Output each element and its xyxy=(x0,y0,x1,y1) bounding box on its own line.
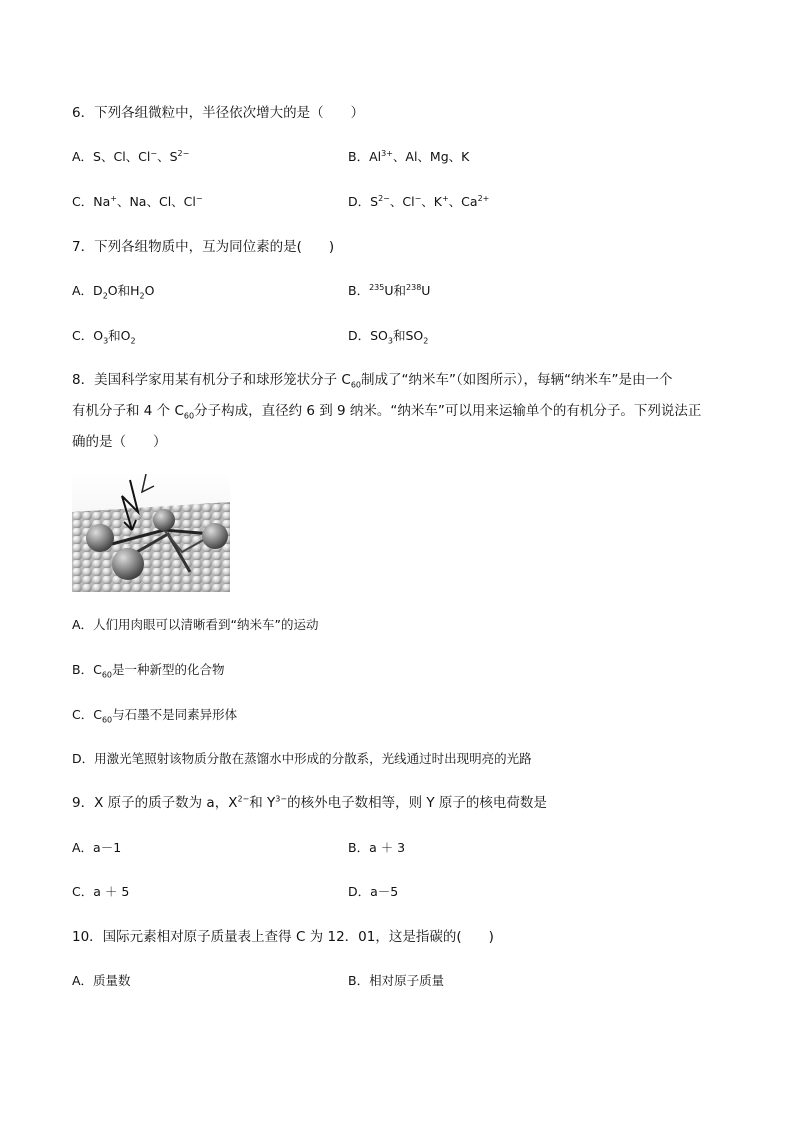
nanocar-image xyxy=(72,472,230,592)
q7-option-a xyxy=(72,282,154,300)
q6-d-mid-1: 、Cl xyxy=(389,194,415,209)
q7-a-sub-2: 2 xyxy=(139,291,145,301)
q7-b-text: B． xyxy=(348,283,370,298)
q9-end: 的核外电子数相等，则 Y 原子的核电荷数是 xyxy=(287,795,547,811)
q6-d-charge-1: 2− xyxy=(378,193,390,203)
q6-d-charge-3: + xyxy=(441,193,449,203)
q10-stem: 10．国际元素相对原子质量表上查得 C 为 12．01，这是指碳的( ) xyxy=(72,929,494,945)
q7-b-mass-1: 235 xyxy=(369,282,385,292)
q7-b-mass-2: 238 xyxy=(406,282,422,292)
q6-b-text: B．Al xyxy=(348,149,382,164)
q7-d-sub-1: 3 xyxy=(387,336,393,346)
q8-option-d: D．用激光笔照射该物质分散在蒸馏水中形成的分散系，光线通过时出现明亮的光路 xyxy=(72,751,532,766)
q7-c-text: C．O xyxy=(72,328,104,343)
q8-option-a: A．人们用肉眼可以清晰看到“纳米车”的运动 xyxy=(72,617,319,632)
q7-a-sub-1: 2 xyxy=(102,291,108,301)
q6-option-c xyxy=(72,193,203,211)
q6-b-charge: 3+ xyxy=(381,148,393,158)
q8-b-text: B．C xyxy=(72,662,102,677)
q7-a-text: A．D xyxy=(72,283,103,298)
q7-d-mid: 和SO xyxy=(393,328,424,343)
q8-stem-line-3: 确的是（ ） xyxy=(72,434,167,450)
q7-c-sub-2: 2 xyxy=(130,336,136,346)
q8-l1-a: 8．美国科学家用某有机分子和球形笼状分子 C xyxy=(72,372,351,388)
q6-b-mid: 、Al、Mg、K xyxy=(392,149,470,164)
q6-d-mid-2: 、K xyxy=(421,194,442,209)
q6-option-b xyxy=(348,148,469,166)
c60-wheel-4 xyxy=(112,548,144,580)
q6-a-text: A．S、Cl、Cl xyxy=(72,149,151,164)
q6-c-charge-1: + xyxy=(110,193,117,203)
q8-l1-c: 制成了“纳米车”（如图所示），每辆“纳米车”是由一个 xyxy=(361,372,673,388)
c60-wheel-3 xyxy=(202,523,228,549)
q6-option-d xyxy=(348,193,489,211)
q6-a-charge-2: 2− xyxy=(177,148,190,158)
q7-c-mid: 和O xyxy=(108,328,131,343)
q6-a-mid: 、S xyxy=(157,149,178,164)
q8-l2-sub: 60 xyxy=(183,411,195,421)
q10-option-a: A．质量数 xyxy=(72,973,131,988)
q7-d-text: D．SO xyxy=(348,328,388,343)
q7-a-mid: O和H xyxy=(107,283,140,298)
q7-b-end: U xyxy=(421,283,431,298)
q8-stem-line-2 xyxy=(72,402,701,420)
q9-charge-2: 3− xyxy=(275,794,288,804)
q7-a-end: O xyxy=(144,283,155,298)
q9-option-b: B．a ＋ 3 xyxy=(348,840,406,855)
q7-b-mid: U和 xyxy=(384,283,407,298)
q8-b-end: 是一种新型的化合物 xyxy=(112,662,225,677)
q6-d-charge-2: − xyxy=(414,193,422,203)
q10-option-b: B．相对原子质量 xyxy=(348,973,445,988)
q9-mid: 和 Y xyxy=(249,795,276,811)
q8-l1-sub: 60 xyxy=(350,380,361,390)
q8-l2-c: 分子构成，直径约 6 到 9 纳米。“纳米车”可以用来运输单个的有机分子。下列说法正 xyxy=(194,403,702,419)
q7-option-b xyxy=(348,282,430,300)
q8-l2-a: 有机分子和 4 个 C xyxy=(72,403,184,419)
q8-b-sub: 60 xyxy=(101,670,112,680)
q9-text: 9．X 原子的质子数为 a，X xyxy=(72,795,238,811)
q7-option-c xyxy=(72,327,136,345)
q8-option-c xyxy=(72,706,237,724)
c60-wheel-1 xyxy=(86,524,114,552)
q8-stem-line-1 xyxy=(72,371,672,389)
q6-c-charge-2: − xyxy=(195,193,203,203)
q9-option-d: D．a－5 xyxy=(348,884,399,899)
q6-d-mid-3: 、Ca xyxy=(448,194,478,209)
q7-c-sub-1: 3 xyxy=(103,336,109,346)
q9-charge-1: 2− xyxy=(237,794,250,804)
q6-option-a xyxy=(72,148,189,166)
q6-stem: 6．下列各组微粒中，半径依次增大的是（ ） xyxy=(72,105,365,121)
q6-c-mid: 、Na、Cl、Cl xyxy=(116,194,196,209)
c60-wheel-2 xyxy=(153,509,175,531)
q8-option-b xyxy=(72,661,225,679)
q9-stem xyxy=(72,794,547,812)
q7-stem: 7．下列各组物质中，互为同位素的是( ) xyxy=(72,239,335,255)
q6-d-charge-4: 2+ xyxy=(477,193,490,203)
q9-option-a: A．a－1 xyxy=(72,840,122,855)
q7-d-sub-2: 2 xyxy=(423,336,429,346)
q8-c-end: 与石墨不是同素异形体 xyxy=(112,707,238,722)
q6-c-text: C．Na xyxy=(72,194,111,209)
q9-option-c: C．a ＋ 5 xyxy=(72,884,130,899)
q6-d-text: D．S xyxy=(348,194,379,209)
q6-a-charge-1: − xyxy=(150,148,158,158)
q8-c-text: C．C xyxy=(72,707,102,722)
q8-c-sub: 60 xyxy=(101,715,113,725)
q7-option-d xyxy=(348,327,428,345)
